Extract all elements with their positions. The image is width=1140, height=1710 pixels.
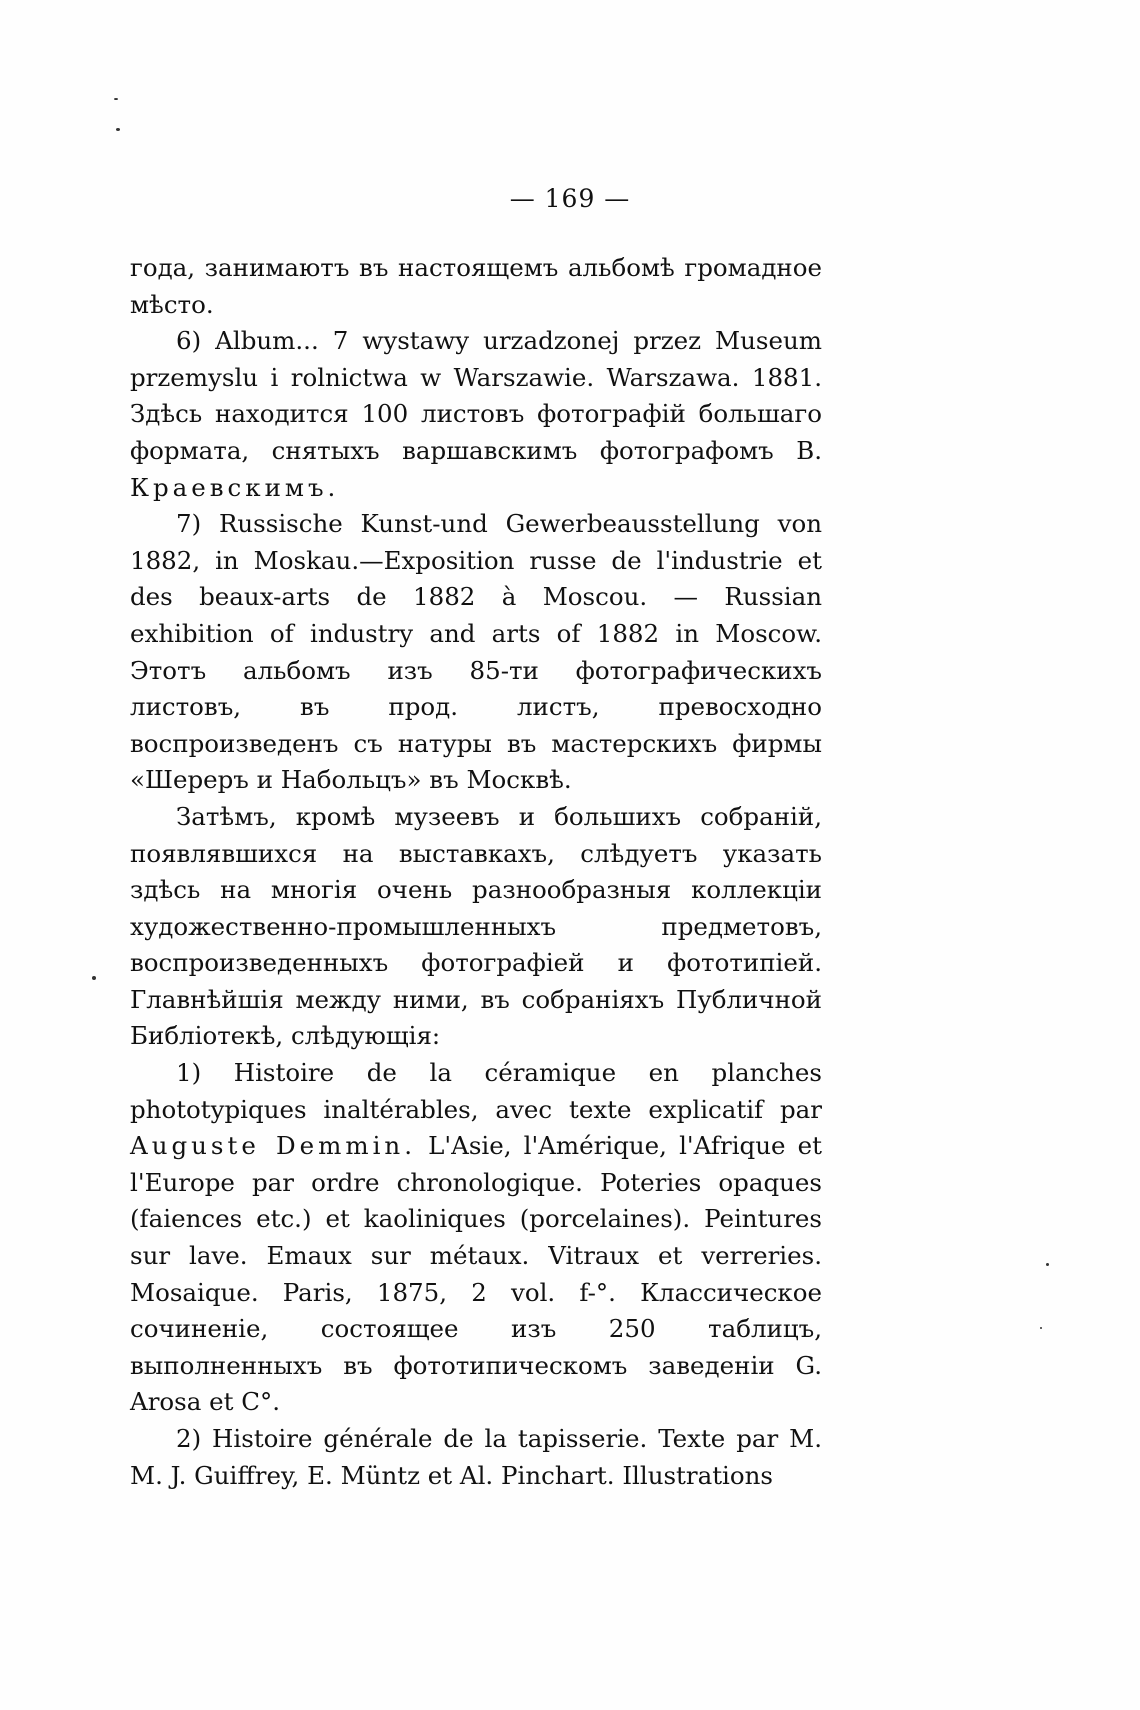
scan-speck <box>92 976 96 980</box>
scan-speck <box>116 128 120 131</box>
page-number: — 169 — <box>509 184 631 213</box>
item-6-photographer: Краевскимъ. <box>130 472 340 502</box>
scan-speck <box>1040 1327 1042 1329</box>
item-1-text-after: L'Asie, l'Amérique, l'Afrique et l'Europe par ordre chronologique. Poteries opaques (faiences etc.) et kaoliniques (porcelaines). Peintures sur lave. Emaux sur métaux. Vitraux et verreries. Mosaique. Paris, 1875, 2 vol. f-°. Классическое сочиненіе, состоящее изъ 250 таблицъ, выполненныхъ въ фототипическомъ заведеніи G. Arosa et C°. <box>130 1131 822 1417</box>
scan-speck <box>1046 1263 1049 1266</box>
paragraph-item-2: 2) Histoire générale de la tapisserie. Texte par M. M. J. Guiffrey, E. Müntz et Al. Pinchart. Illustrations <box>130 1424 822 1490</box>
scan-speck <box>114 98 118 100</box>
paragraph-item-6 <box>130 323 822 506</box>
item-1-author: Auguste Demmin. <box>130 1131 416 1161</box>
paragraph-intro: Затѣмъ, кромѣ музеевъ и большихъ собраній, появлявшихся на выставкахъ, слѣдуетъ указать здѣсь на многія очень разнообразныя коллекціи художественно-промышленныхъ предметовъ, воспроизведенныхъ фотографіей и фототипіей. Главнѣйшія между ними, въ собраніяхъ Публичной Библіотекѣ, слѣдующія: <box>130 801 822 1051</box>
body-text <box>130 250 822 1494</box>
paragraph-continuation: года, занимаютъ въ настоящемъ альбомѣ громадное мѣсто. <box>130 253 822 319</box>
paragraph-item-7: 7) Russische Kunst-und Gewerbeausstellung von 1882, in Moskau.—Exposition russe de l'industrie et des beaux-arts de 1882 à Moscou. — Russian exhibition of industry and arts of 1882 in Moscow. Этотъ альбомъ изъ 85-ти фотографическихъ листовъ, въ прод. листъ, превосходно воспроизведенъ съ натуры въ мастерскихъ фирмы «Шереръ и Набольцъ» въ Москвѣ. <box>130 509 822 795</box>
item-6-text: 6) Album... 7 wystawy urzadzonej przez Museum przemyslu i rolnictwa w Warszawie. Warszawa. 1881. Здѣсь находится 100 листовъ фотографій большаго формата, снятыхъ варшавскимъ фотографомъ В. <box>130 326 822 465</box>
item-1-text: 1) Histoire de la céramique en planches phototypiques inaltérables, avec texte explicatif par <box>130 1058 822 1124</box>
paragraph-item-1 <box>130 1055 822 1421</box>
